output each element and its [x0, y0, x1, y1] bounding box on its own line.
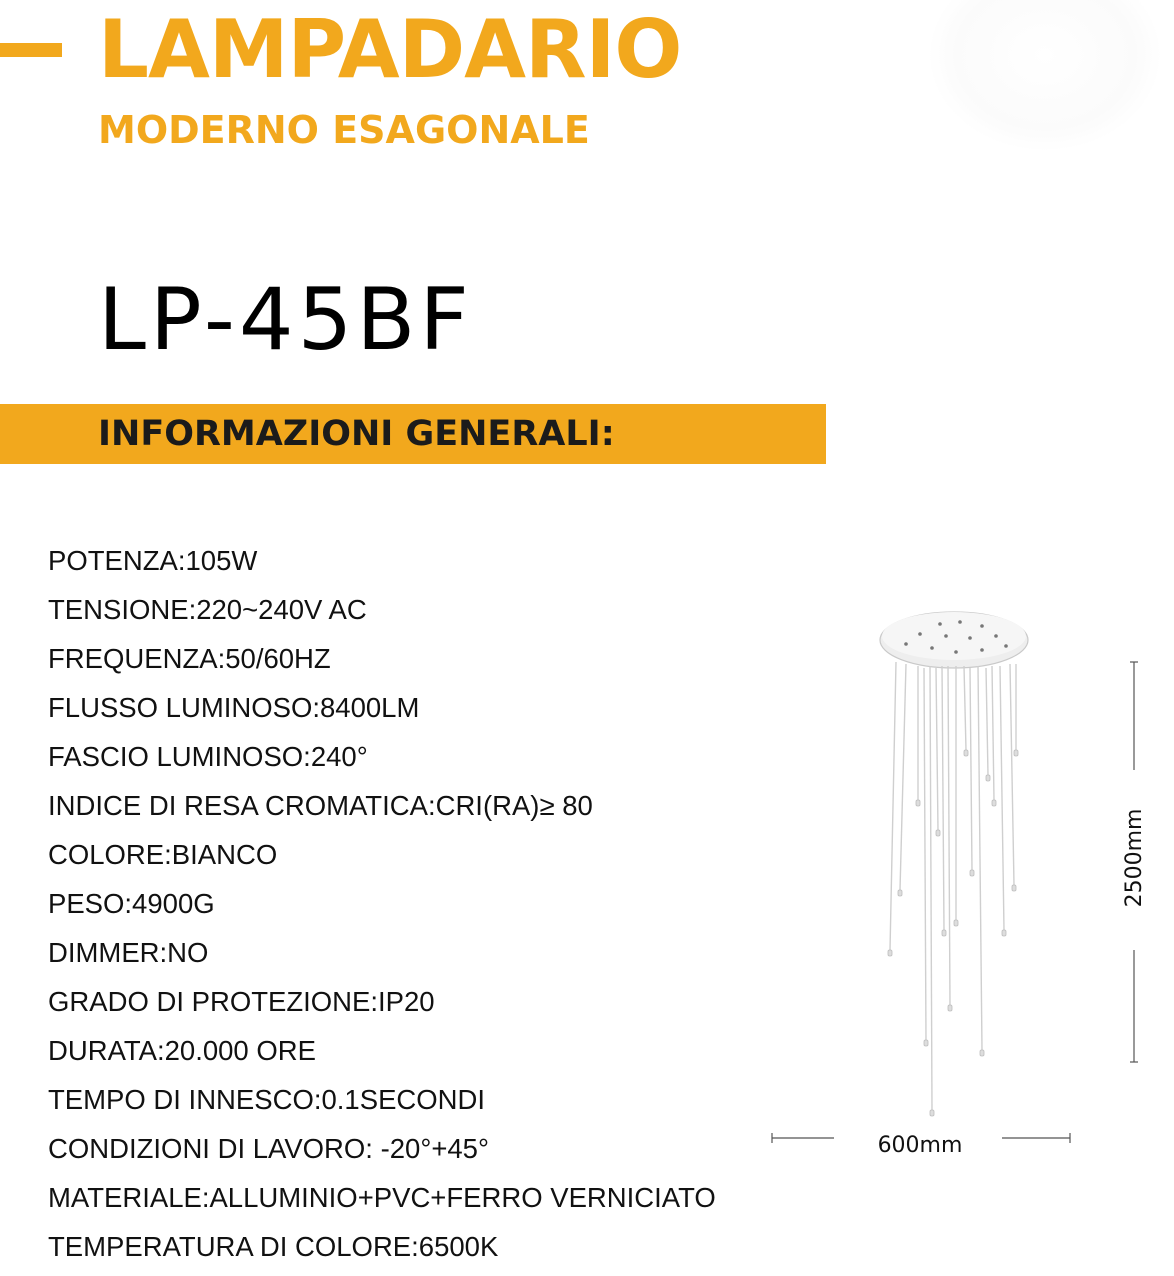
- spec-item-color-temperature: TEMPERATURA DI COLORE:6500K: [48, 1231, 499, 1262]
- spec-item-protection: GRADO DI PROTEZIONE:IP20: [48, 986, 435, 1017]
- width-dimension-label: 600mm: [877, 1133, 963, 1158]
- spec-item-voltage: TENSIONE:220~240V AC: [48, 594, 367, 625]
- spec-item-dimmer: DIMMER:NO: [48, 937, 209, 968]
- chandelier-drawing: [760, 600, 1174, 1158]
- section-title: INFORMAZIONI GENERALI:: [98, 414, 615, 454]
- spec-item-cri: INDICE DI RESA CROMATICA:CRI(RA)≥ 80: [48, 790, 593, 821]
- spec-item-beam-angle: FASCIO LUMINOSO:240°: [48, 741, 368, 772]
- spec-item-color: COLORE:BIANCO: [48, 839, 278, 870]
- spec-item-frequency: FREQUENZA:50/60HZ: [48, 643, 331, 674]
- model-code: LP-45BF: [98, 270, 473, 370]
- spec-item-weight: PESO:4900G: [48, 888, 215, 919]
- spec-item-power: POTENZA:105W: [48, 545, 258, 576]
- spec-item-lifetime: DURATA:20.000 ORE: [48, 1035, 316, 1066]
- corner-glow-decoration: [930, 0, 1160, 150]
- chandelier-canopy: [880, 612, 1028, 668]
- accent-dash: [0, 43, 62, 57]
- spec-list: [48, 536, 716, 1271]
- page-title: LAMPADARIO: [98, 3, 682, 96]
- page-subtitle: MODERNO ESAGONALE: [98, 108, 590, 152]
- spec-item-ignition-time: TEMPO DI INNESCO:0.1SECONDI: [48, 1084, 486, 1115]
- pendant-drops: [888, 750, 1018, 1116]
- spec-item-material: MATERIALE:ALLUMINIO+PVC+FERRO VERNICIATO: [48, 1182, 716, 1213]
- height-dimension-label: 2500mm: [1122, 808, 1147, 908]
- pendant-wires: [890, 662, 1016, 1110]
- spec-item-working-conditions: CONDIZIONI DI LAVORO: -20°+45°: [48, 1133, 489, 1164]
- spec-item-luminous-flux: FLUSSO LUMINOSO:8400LM: [48, 692, 420, 723]
